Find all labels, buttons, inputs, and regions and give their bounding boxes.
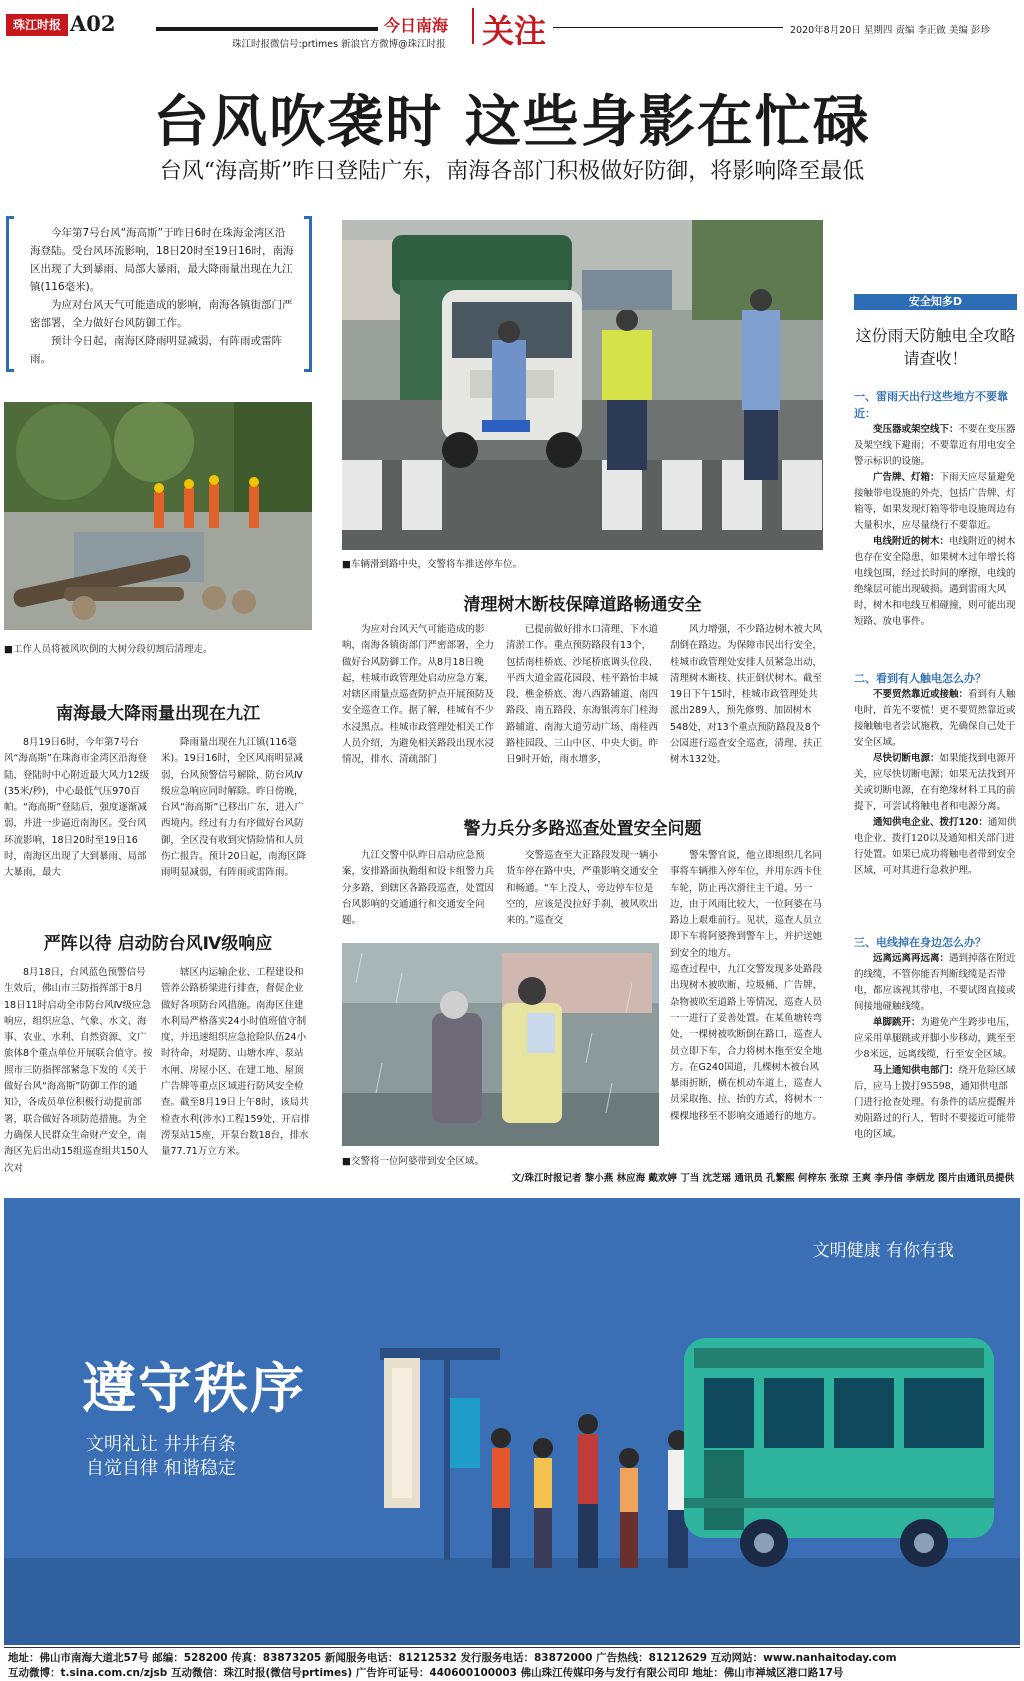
ad-main-title: 遵守秩序 <box>82 1357 306 1420</box>
section-label-today: 今日南海 <box>384 16 449 35</box>
sidebar-body-notify-grid: 绕开危险区域后，应马上拨打95598，通知供电部门进行抢查处理。有条件的话应提醒并劝阻路过的行人，暂时不要接近可能带电的区域。 <box>854 1065 1016 1140</box>
article-title-rainfall: 南海最大降雨量出现在九江 <box>56 704 260 724</box>
masthead <box>0 0 1024 52</box>
truck-photo-illustration <box>342 220 823 550</box>
sidebar-body-billboard: 下雨天应尽量避免接触带电设施的外壳，包括广告牌、灯箱等，如果发现灯箱等带电设施周边有大量积水，应尽量绕行不要靠近。 <box>854 472 1016 531</box>
sidebar-body-cut-power: 如果能找到电源开关，应尽快切断电源；如果无法找到开关或切断电源，在有绝缘材料工具的前提下，可尝试将触电者和电源分离。 <box>854 753 1016 812</box>
newspaper-logo: 珠江时报 <box>6 14 68 36</box>
people-queue <box>491 1414 688 1568</box>
sidebar-item-cut-power <box>854 751 1017 815</box>
lead-paragraph-1: 今年第7号台风“海高斯”于昨日6时在珠海金湾区沿海登陆。受台风环流影响，18日20时至19日16时，南海区出现了大到暴雨、局部大暴雨，最大降雨量出现在九江镇(116毫米)。 <box>30 227 294 293</box>
lead-bracket-right <box>304 216 312 372</box>
article-response-col2: 辖区内运输企业、工程建设和管养公路桥梁进行排查，督促企业做好各项防台风措施。南海区住建水利局严格落实24小时值班值守制度，并迅速组织应急抢险队伍24小时待命，对堤防、山塘水库、泵站水闸、房屋小区、在建工地、屋顶广告牌等重点区域进行防风安全检查。截至8月19日上午8时，该局共检查水利(涉水)工程159处，开启排涝泵站15座，开泵台数18台，排水量77.71万立方米。 <box>161 967 311 1158</box>
masthead-social: 珠江时报微信号:prtimes 新浪官方微博@珠江时报 <box>232 39 446 50</box>
masthead-rule <box>156 27 378 31</box>
article-trees-col3: 风力增强，不少路边树木被大风刮倒在路边。为保障市民出行安全，桂城市政管理处安排人员紧急出动，清理树木断枝、扶正倒伏树木。截至19日下午15时，桂城市政管理处共派出289人，预先修剪、加固树木548处，对13个重点预防路段及8个公园进行巡查安全巡查，清理、扶正树木132处。 <box>670 624 823 766</box>
sidebar-key-do-not-touch: 不要贸然靠近或接触： <box>873 689 969 700</box>
sidebar-item-trees-near-wires <box>854 534 1017 630</box>
sidebar-item-hop-away <box>854 1015 1017 1063</box>
lead-box <box>6 216 312 372</box>
footer-rule <box>4 1647 1020 1648</box>
sidebar-item-transformer <box>854 422 1017 470</box>
sidebar-body-do-not-touch: 看到有人触电时，首先不要慌！更不要贸然靠近或接触触电者尝试施救，先确保自己处于安全区域。 <box>854 689 1016 748</box>
sidebar-section-3 <box>854 934 1017 1143</box>
sidebar-key-cut-power: 尽快切断电源： <box>873 753 940 764</box>
ad-tagline-2: 自觉自律 和谐稳定 <box>86 1458 236 1479</box>
article-title-response: 严阵以待 启动防台风Ⅳ级响应 <box>43 934 273 954</box>
rain-photo-illustration <box>342 943 659 1146</box>
ad-tagline-1: 文明礼让 井井有条 <box>86 1434 236 1455</box>
article-police-col1: 九江交警中队昨日启动应急预案，安排路面执勤组和设卡组警力兵分多路，到辖区各路段巡查，处置因台风影响的交通通行和交通安全问题。 <box>342 850 495 927</box>
photo-workers-trees <box>4 402 312 630</box>
public-service-ad <box>4 1198 1020 1645</box>
section-divider <box>472 8 474 44</box>
sidebar-body-transformer: 不要在变压器及架空线下避雨；不要靠近有用电安全警示标识的设施。 <box>854 424 1016 467</box>
lead-bracket-left <box>6 216 14 372</box>
bus-stop-shelter <box>380 1348 500 1560</box>
page-headline: 台风吹袭时 这些身影在忙碌 <box>153 90 871 155</box>
caption-truck-photo: ■车辆滑到路中央，交警将车推送停车位。 <box>342 559 522 570</box>
article-title-trees: 清理树木断枝保障道路畅通安全 <box>463 595 702 615</box>
page-number: A02 <box>70 11 116 36</box>
article-police-col3-part1: 警朱警官说，他立即组织几名同事将车辆推入停车位，并用东西卡住车轮，防止再次滑往主干道。另一边，由于风雨比较大，一位阿婆在马路边上艰难前行。见状，巡查人员立即下车将阿婆搀到警车上，并护送她到安全的地方。 <box>670 850 823 959</box>
footer-line-1: 地址：佛山市南海大道北57号 邮编：528200 传真：83873205 新闻服务电话：81212532 发行服务电话：83872000 广告热线：81212629 互动网站：www.nanhaitoday.com <box>8 1652 897 1664</box>
sidebar-section-2-title: 二、看到有人触电怎么办？ <box>854 672 986 685</box>
sidebar-body-call-120: 通知供电企业、拨打120以及通知相关部门进行处置。如果已成功将触电者带到安全区域，可对其进行急救护理。 <box>854 817 1017 876</box>
sidebar-section-2 <box>854 670 1017 879</box>
photo-police-grandma <box>342 943 659 1146</box>
sidebar-item-do-not-touch <box>854 687 1017 751</box>
masthead-rule-right <box>553 27 783 28</box>
sidebar-key-stay-away: 远离远离再远离： <box>873 953 950 964</box>
article-rainfall-col1: 8月19日6时，今年第7号台风“海高斯”在珠海市金湾区沿海登陆，登陆时中心附近最大风力12级(35米/秒)，中心最低气压970百帕。“海高斯”登陆后，强度逐渐减弱，并进一步逼近南海区。受台风环流影响，18日20时至19日16时，南海区出现了大到暴雨、局部大暴雨，最大 <box>4 737 150 879</box>
article-title-police: 警力兵分多路巡查处置安全问题 <box>463 819 702 839</box>
sidebar-key-notify-grid: 马上通知供电部门： <box>873 1065 959 1076</box>
caption-tree-photo: ■工作人员将被风吹倒的大树分段切割后清理走。 <box>4 644 213 655</box>
bus <box>684 1338 994 1567</box>
sidebar-key-hop-away: 单脚跳开： <box>873 1017 921 1028</box>
lead-paragraph-3: 预计今日起，南海区降雨明显减弱，有阵雨或雷阵雨。 <box>30 335 282 365</box>
article-police-col3 <box>670 848 824 1125</box>
sidebar-item-call-120 <box>854 815 1017 879</box>
page-subheadline: 台风“海高斯”昨日登陆广东，南海各部门积极做好防御，将影响降至最低 <box>159 159 865 184</box>
sidebar-section-1 <box>854 388 1017 630</box>
sidebar-item-notify-grid <box>854 1063 1017 1143</box>
footer-line-2: 互动微博：t.sina.com.cn/zjsb 互动微信：珠江时报(微信号prtimes) 广告许可证号：440600100003 佛山珠江传媒印务与发行有限公司印 地址：佛山市禅城区港口路17号 <box>8 1667 844 1679</box>
sidebar-item-stay-away <box>854 951 1017 1015</box>
sidebar-section-1-title: 一、雷雨天出行这些地方不要靠近： <box>854 390 1008 420</box>
section-label-focus: 关注 <box>482 12 547 50</box>
sidebar-body-hop-away: 为避免产生跨步电压，应采用单腿跳或并脚小步移动，跳至至少8米远，远离线缆，行至安全区域。 <box>854 1017 1016 1060</box>
sidebar-title: 这份雨天防触电全攻略请查收！ <box>855 326 1016 368</box>
article-trees-col2: 已提前做好排水口清理、下水道清淤工作。重点预防路段有13个，包括南桂桥底、沙尾桥底调头位段、平西大道金霞花园段、桂平路怡丰城段、樵金桥底、海八西路辅道、南四路段、南五路段、东海银湾东门桂海路辅道、南海大道劳动广场、南桂西路桂园段、三山中区、中央大街。昨日9时开始，雨水增多， <box>506 624 659 766</box>
article-police-col3-part2: 巡查过程中，九江交警发现多处路段出现树木被吹断、垃圾桶、广告牌、杂物被吹至道路上等情况，巡查人员一一进行了妥善处置。在某鱼塘转弯处，一棵树被吹断倒在路口，巡查人员立即下车，合力将树木拖至安全地方。在G240国道，几棵树木被台风暴雨折断，横在机动车道上，巡查人员采取拖、拉、抬的方式，将树木一棵棵地移至不影响交通通行的地方。 <box>670 964 823 1122</box>
sidebar-item-billboard <box>854 470 1017 534</box>
sidebar-key-billboard: 广告牌、灯箱： <box>873 472 940 483</box>
sidebar-key-transformer: 变压器或架空线下： <box>873 424 959 435</box>
ad-slogan-top: 文明健康 有你有我 <box>812 1241 954 1261</box>
lead-paragraph-2: 为应对台风天气可能造成的影响，南海各镇街部门严密部署，全力做好台风防御工作。 <box>30 299 293 329</box>
photo-truck-pushed <box>342 220 823 550</box>
article-rainfall-col2: 降雨量出现在九江镇(116毫米)。19日16时，全区风雨明显减弱，台风预警信号解除，防台风Ⅳ级应急响应同时解除。昨日傍晚，台风“海高斯”已移出广东，进入广西境内。经过有力有序做好台风防御，全区没有收到灾情险情和人员伤亡报告。预计20日起，南海区降雨明显减弱，有阵雨或雷阵雨。 <box>161 737 307 879</box>
sidebar-section-3-title: 三、电线掉在身边怎么办？ <box>854 936 986 949</box>
article-police-col2: 交警巡查至大正路段发现一辆小货车停在路中央，严重影响交通安全和畅通。“车上没人，旁边停车位是空的，应该是没拉好手刹，被风吹出来的。”巡查交 <box>506 850 659 927</box>
caption-rain-photo: ■交警将一位阿婆带到安全区域。 <box>342 1156 484 1167</box>
masthead-date-editors: 2020年8月20日 星期四 责编 李正啟 美编 彭珍 <box>790 25 990 36</box>
tree-photo-illustration <box>4 402 312 630</box>
byline: 文/珠江时报记者 黎小燕 林应海 戴欢婷 丁当 沈芝瑶 通讯员 孔繁熙 何梓东 张琼 王爽 李丹信 李炳龙 图片由通讯员提供 <box>511 1173 1014 1184</box>
article-response-col1: 8月18日，台风蓝色预警信号生效后，佛山市三防指挥部于8月18日11时启动全市防台风Ⅳ级应急响应，组织应急、气象、水文、海事、农业、水利、自然资源、文广旅体8个重点单位开展联合值守。按照市三防指挥部紧急下发的《关于做好台风“海高斯”防御工作的通知》，各成员单位积极行动提前部署，联合做好各项防范措施。为全力确保人民群众生命财产安全，南海区先后出动15组巡查组共150人次对 <box>4 967 153 1174</box>
sidebar-body-stay-away: 遇到掉落在附近的线缆，不管你能否判断线缆是否带电，都应该视其带电，不要试图直接或间接地碰触线缆。 <box>854 953 1016 1012</box>
sidebar-key-trees-near-wires: 电线附近的树木： <box>873 536 950 547</box>
sidebar-body-trees-near-wires: 电线附近的树木也存在安全隐患，如果树木过年增长将电线包围，经过长时间的摩擦，电线的绝缘层可能出现破损。遇到雷雨大风时，树木和电线互相碰撞，则可能出现短路、放电事件。 <box>854 536 1016 627</box>
sidebar-key-call-120: 通知供电企业、拨打120： <box>873 817 988 828</box>
article-trees-col1: 为应对台风天气可能造成的影响，南海各镇街部门严密部署，全力做好台风防御工作。从8月18日晚起，桂城市政管理处启动应急方案，对辖区雨量点巡查防护点开展预防及安全巡查工作。据了解，桂城有不少水浸黑点。桂城市政管理处相关工作人员介绍，为避免相关路段出现水浸情况，排水、清疏部门 <box>342 624 495 766</box>
sidebar-header: 安全知多D <box>854 294 1017 310</box>
